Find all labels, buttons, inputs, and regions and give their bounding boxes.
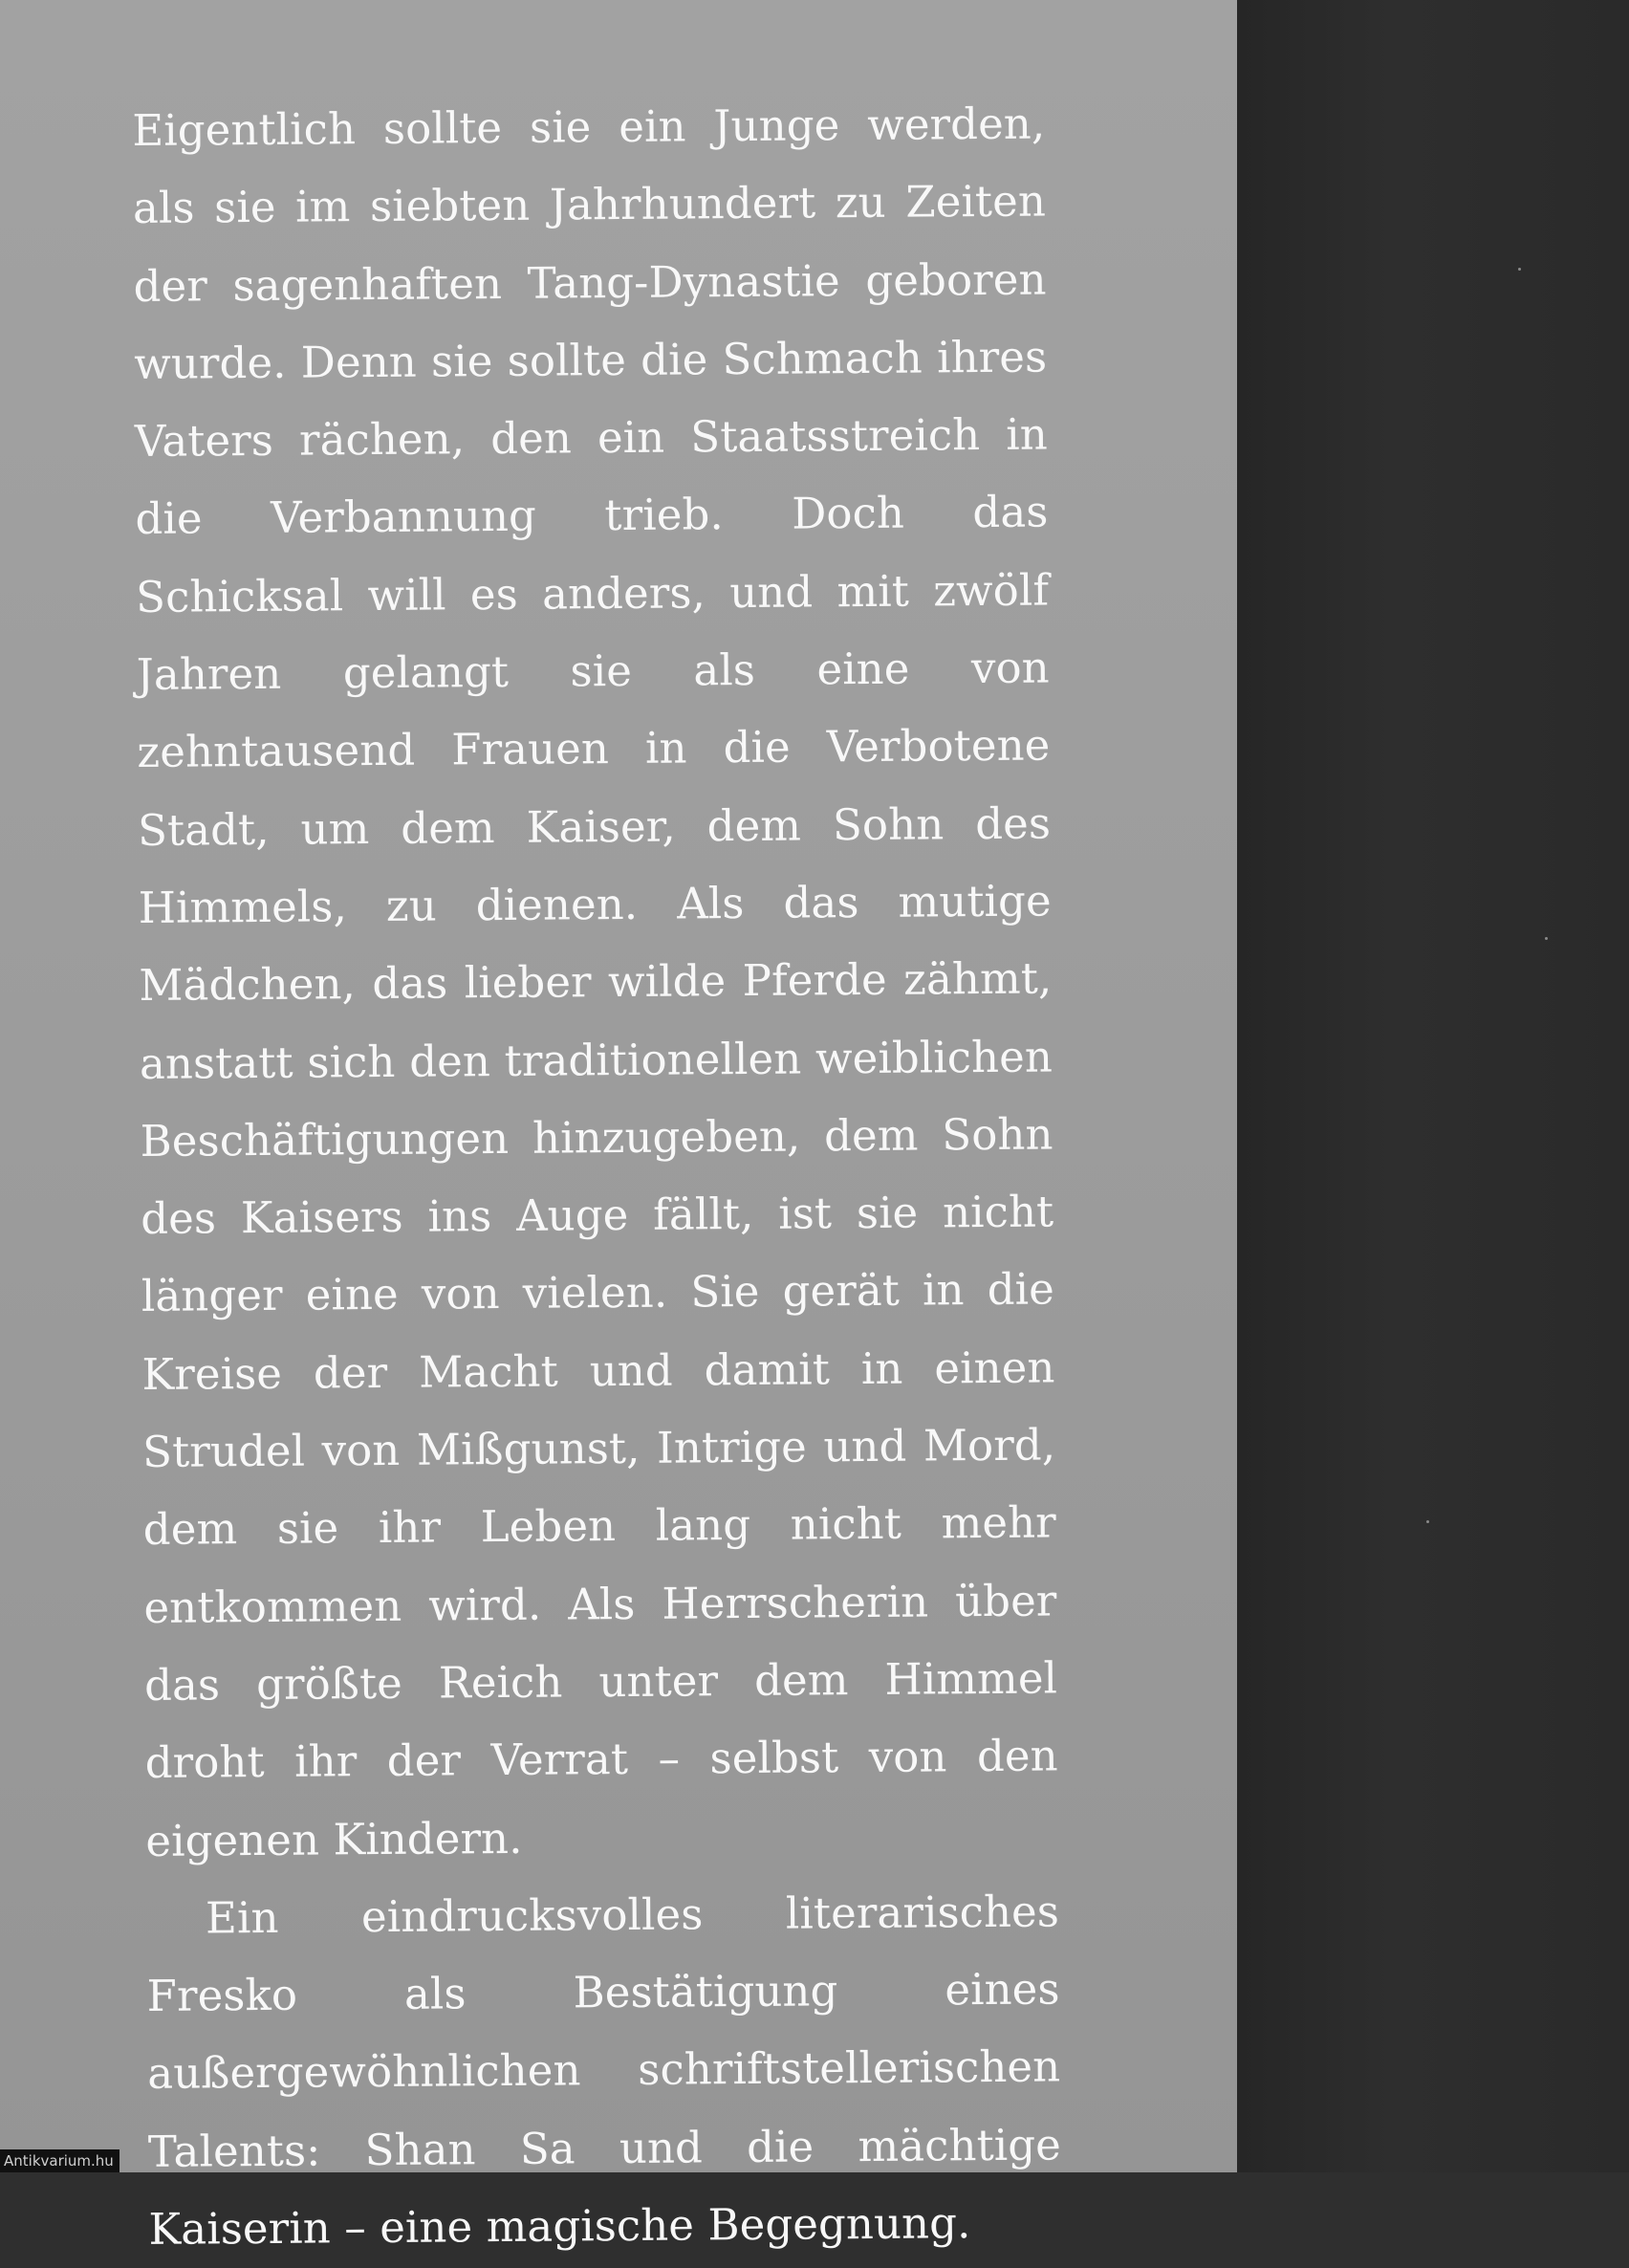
blurb-paragraph-1: Eigentlich sollte sie ein Junge werden, als sie im siebten Jahrhundert zu Zeiten der sagenhaften Tang-Dynastie geboren wurde. Denn sie sollte die Schmach ihres Vaters rächen, den ein Staatsstreich in die Verbannung trieb. Doch das Schicksal will es anders, und mit zwölf Jahren gelangt sie als eine von zehntausend Frauen in die Verbotene Stadt, um dem Kaiser, dem Sohn des Himmels, zu dienen. Als das mutige Mädchen, das lieber wilde Pferde zähmt, anstatt sich den traditionellen weiblichen Beschäftigungen hinzugeben, dem Sohn des Kaisers ins Auge fällt, ist sie nicht länger eine von vielen. Sie gerät in die Kreise der Macht und damit in einen Strudel von Mißgunst, Intrige und Mord, dem sie ihr Leben lang nicht mehr entkommen wird. Als Herrscherin über das größte Reich unter dem Himmel droht ihr der Verrat – selbst von den eigenen Kindern. [132, 98, 1058, 1866]
dust-speck [1518, 268, 1521, 271]
watermark: Antikvarium.hu [0, 2149, 119, 2172]
dust-speck [1545, 937, 1548, 940]
dark-background [1237, 0, 1629, 2172]
blurb-text [132, 84, 1062, 2268]
blurb-paragraph-2: Ein eindrucksvolles literarisches Fresko als Bestätigung eines außergewöhnlichen schriftstellerischen Talents: Shan Sa und die mächtige Kaiserin – eine magische Begegnung. [146, 1886, 1062, 2255]
dust-speck [1426, 1520, 1429, 1523]
